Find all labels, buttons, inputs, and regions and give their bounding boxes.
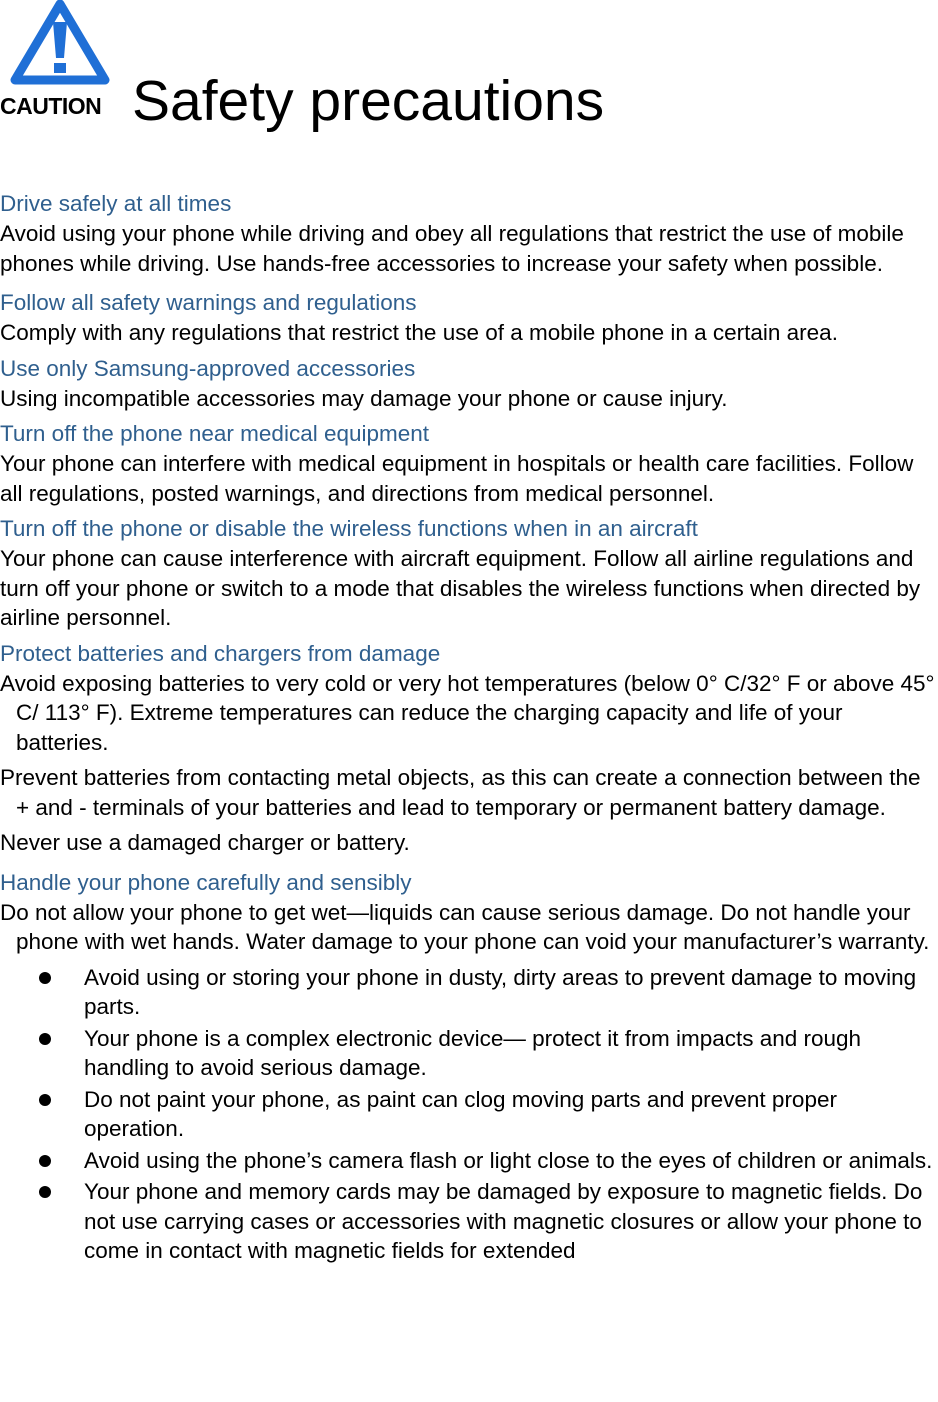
list-item bbox=[0, 1024, 938, 1083]
list-item bbox=[0, 1085, 938, 1144]
handling-bullet-list bbox=[0, 963, 938, 1266]
section-heading-drive-safely: Drive safely at all times bbox=[0, 191, 232, 216]
section-text-safety-warnings: Comply with any regulations that restrict the use of a mobile phone in a certain area. bbox=[0, 320, 838, 345]
list-item-text: Your phone and memory cards may be damaged by exposure to magnetic fields. Do not use carrying cases or accessories with magnetic closures or allow your phone to come in contact with magnetic fields for extended bbox=[84, 1179, 923, 1263]
list-item-text: Your phone is a complex electronic device— protect it from impacts and rough handling to avoid serious damage. bbox=[84, 1025, 862, 1080]
section-heading-batteries: Protect batteries and chargers from damage bbox=[0, 640, 441, 666]
list-item-text: Avoid using or storing your phone in dusty, dirty areas to prevent damage to moving parts. bbox=[84, 964, 917, 1019]
section-text-handle-phone: Do not allow your phone to get wet—liquids can cause serious damage. Do not handle your phone with wet hands. Water damage to your phone can void your manufacturer’s warranty. bbox=[0, 899, 930, 954]
list-item-text: Do not paint your phone, as paint can clog moving parts and prevent proper operation. bbox=[84, 1086, 837, 1141]
bullet-dot-icon bbox=[39, 1033, 51, 1045]
section-heading-handle-phone: Handle your phone carefully and sensibly bbox=[0, 869, 412, 895]
section-text-batteries-damaged: Never use a damaged charger or battery. bbox=[0, 830, 410, 855]
document-body bbox=[0, 189, 938, 1268]
list-item bbox=[0, 963, 938, 1022]
page-header bbox=[0, 0, 938, 150]
list-item bbox=[0, 1177, 938, 1266]
section-text-approved-accessories: Using incompatible accessories may damage your phone or cause injury. bbox=[0, 385, 728, 411]
section-heading-approved-accessories: Use only Samsung-approved accessories bbox=[0, 355, 416, 381]
section-heading-aircraft: Turn off the phone or disable the wireless functions when in an aircraft bbox=[0, 516, 698, 541]
section-text-batteries-metal: Prevent batteries from contacting metal objects, as this can create a connection between the + and - terminals of your batteries and lead to temporary or permanent battery damage. bbox=[0, 765, 921, 820]
bullet-dot-icon bbox=[39, 972, 51, 984]
section-text-batteries-temperature: Avoid exposing batteries to very cold or very hot temperatures (below 0° C/32° F or above 45° C/ 113° F). Extreme temperatures can reduce the charging capacity and life of your batteries. bbox=[0, 670, 935, 755]
section-heading-medical-equipment: Turn off the phone near medical equipment bbox=[0, 421, 430, 446]
list-item-text: Avoid using the phone’s camera flash or light close to the eyes of children or animals. bbox=[84, 1147, 933, 1173]
bullet-dot-icon bbox=[39, 1155, 51, 1167]
section-text-drive-safely: Avoid using your phone while driving and obey all regulations that restrict the use of mobile phones while driving. Use hands-free accessories to increase your safety when possible. bbox=[0, 221, 904, 276]
bullet-dot-icon bbox=[39, 1186, 51, 1198]
section-heading-safety-warnings: Follow all safety warnings and regulations bbox=[0, 290, 417, 315]
warning-triangle-icon bbox=[10, 0, 110, 88]
list-item bbox=[0, 1146, 938, 1176]
section-text-aircraft: Your phone can cause interference with aircraft equipment. Follow all airline regulations and turn off your phone or switch to a mode that disables the wireless functions when directed by airline personnel. bbox=[0, 546, 921, 630]
caution-label: CAUTION bbox=[0, 93, 102, 119]
section-text-medical-equipment: Your phone can interfere with medical equipment in hospitals or health care facilities. Follow all regulations, posted warnings, and directions from medical personnel. bbox=[0, 451, 914, 506]
page-title: Safety precautions bbox=[132, 69, 605, 133]
bullet-dot-icon bbox=[39, 1094, 51, 1106]
